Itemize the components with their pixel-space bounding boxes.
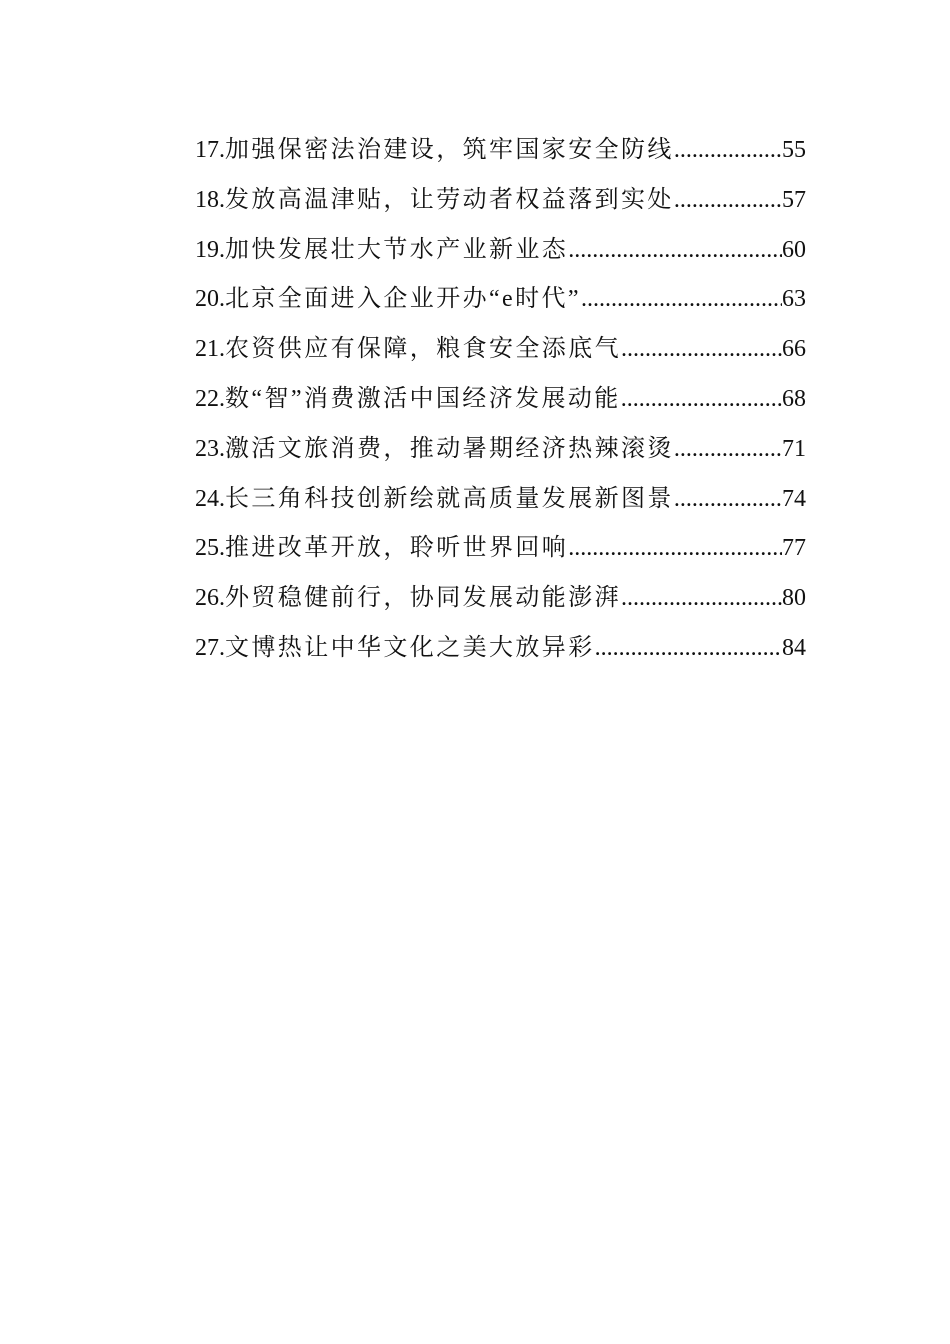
table-of-contents bbox=[195, 126, 806, 674]
toc-entry-title: 加快发展壮大节水产业新业态 bbox=[225, 236, 569, 263]
toc-entry-page-number: 84 bbox=[782, 634, 806, 661]
toc-entry[interactable] bbox=[195, 275, 806, 325]
toc-entry-title: 数“智”消费激活中国经济发展动能 bbox=[225, 385, 621, 412]
toc-entry-number: 18. bbox=[195, 186, 225, 213]
toc-entry-title: 长三角科技创新绘就高质量发展新图景 bbox=[225, 485, 674, 512]
toc-entry-title: 外贸稳健前行，协同发展动能澎湃 bbox=[225, 585, 621, 612]
toc-dot-leader bbox=[568, 226, 782, 276]
toc-entry[interactable] bbox=[195, 325, 806, 375]
toc-dot-leader bbox=[621, 375, 782, 425]
toc-entry[interactable] bbox=[195, 226, 806, 276]
toc-entry-number: 24. bbox=[195, 485, 225, 512]
toc-entry-number: 27. bbox=[195, 634, 225, 661]
toc-dot-leader bbox=[621, 325, 782, 375]
toc-entry-number: 20. bbox=[195, 286, 225, 313]
toc-entry[interactable] bbox=[195, 425, 806, 475]
toc-dot-leader bbox=[595, 624, 782, 674]
toc-entry[interactable] bbox=[195, 126, 806, 176]
toc-entry-page-number: 77 bbox=[782, 535, 806, 562]
toc-entry-page-number: 57 bbox=[782, 186, 806, 213]
toc-dot-leader bbox=[674, 425, 782, 475]
toc-entry[interactable] bbox=[195, 574, 806, 624]
toc-entry-title: 北京全面进入企业开办“e时代” bbox=[225, 286, 581, 313]
toc-entry-number: 26. bbox=[195, 585, 225, 612]
toc-entry-page-number: 55 bbox=[782, 137, 806, 163]
toc-entry-title: 激活文旅消费，推动暑期经济热辣滚烫 bbox=[225, 435, 674, 462]
toc-entry-title: 文博热让中华文化之美大放异彩 bbox=[225, 634, 595, 661]
toc-entry-title: 农资供应有保障，粮食安全添底气 bbox=[225, 336, 621, 363]
toc-entry-page-number: 74 bbox=[782, 485, 806, 512]
toc-dot-leader bbox=[581, 275, 782, 325]
toc-entry-page-number: 71 bbox=[782, 435, 806, 462]
toc-entry[interactable] bbox=[195, 524, 806, 574]
toc-entry-page-number: 63 bbox=[782, 286, 806, 313]
toc-dot-leader bbox=[674, 475, 782, 525]
toc-dot-leader bbox=[674, 126, 782, 176]
toc-entry-title: 加强保密法治建设，筑牢国家安全防线 bbox=[225, 137, 674, 163]
toc-entry-number: 22. bbox=[195, 385, 225, 412]
toc-entry[interactable] bbox=[195, 176, 806, 226]
toc-entry-title: 发放高温津贴，让劳动者权益落到实处 bbox=[225, 186, 674, 213]
toc-entry-page-number: 60 bbox=[782, 236, 806, 263]
toc-entry-number: 23. bbox=[195, 435, 225, 462]
toc-entry-page-number: 66 bbox=[782, 336, 806, 363]
toc-entry-page-number: 80 bbox=[782, 585, 806, 612]
toc-entry[interactable] bbox=[195, 475, 806, 525]
toc-entry-number: 21. bbox=[195, 336, 225, 363]
toc-entry-number: 17. bbox=[195, 137, 225, 163]
toc-entry[interactable] bbox=[195, 624, 806, 674]
toc-dot-leader bbox=[568, 524, 782, 574]
toc-dot-leader bbox=[621, 574, 782, 624]
toc-entry-page-number: 68 bbox=[782, 385, 806, 412]
toc-dot-leader bbox=[674, 176, 782, 226]
toc-entry-number: 25. bbox=[195, 535, 225, 562]
toc-entry-title: 推进改革开放，聆听世界回响 bbox=[225, 535, 569, 562]
toc-entry[interactable] bbox=[195, 375, 806, 425]
toc-entry-number: 19. bbox=[195, 236, 225, 263]
